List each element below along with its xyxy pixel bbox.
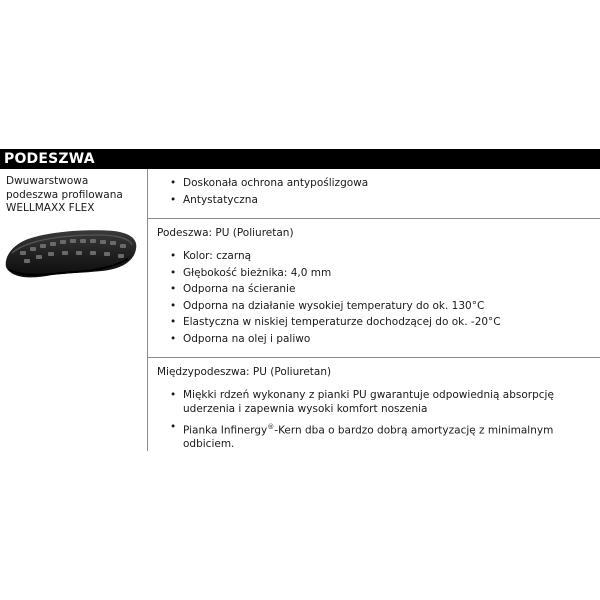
bullet-icon: • <box>170 332 177 345</box>
left-column <box>0 169 147 451</box>
midsole-title: Międzypodeszwa: PU (Poliuretan) <box>157 366 332 378</box>
bullet-icon: • <box>170 316 177 328</box>
list-item <box>148 389 600 416</box>
section-properties-general <box>148 169 600 218</box>
sole-description-line: podeszwa profilowana <box>6 188 123 201</box>
list-item <box>148 177 600 191</box>
general-properties-list <box>148 177 600 207</box>
sole-description-line: Dwuwarstwowa <box>6 175 89 187</box>
list-item <box>148 194 600 208</box>
list-item <box>148 316 600 330</box>
list-item-text: Elastyczna w niskiej temperaturze dochodzącej do ok. -20°C <box>183 316 501 328</box>
list-item <box>148 300 600 314</box>
outsole-properties-list <box>148 250 600 346</box>
sole-description <box>6 175 146 216</box>
list-item-text: Doskonała ochrona antypoślizgowa <box>183 177 369 189</box>
bullet-icon: • <box>170 193 177 206</box>
bullet-icon: • <box>170 421 177 433</box>
section-outsole <box>148 219 600 357</box>
bullet-icon: • <box>170 177 177 189</box>
bullet-icon: • <box>170 283 177 295</box>
sole-description-line: WELLMAXX FLEX <box>6 202 95 214</box>
bullet-icon: • <box>170 250 177 262</box>
outsole-title: Podeszwa: PU (Poliuretan) <box>157 227 294 239</box>
list-item <box>148 267 600 281</box>
shoe-sole-image <box>2 227 142 287</box>
list-item <box>148 283 600 297</box>
section-header-bar <box>0 149 600 169</box>
list-item-text: Kolor: czarną <box>183 250 252 262</box>
list-item <box>148 250 600 264</box>
midsole-properties-list <box>148 389 600 452</box>
list-item-text: Głębokość bieżnika: 4,0 mm <box>183 266 332 279</box>
section-header-title: PODESZWA <box>4 151 95 167</box>
bullet-icon: • <box>170 389 177 401</box>
list-item-text: Odporna na ścieranie <box>183 283 296 295</box>
list-item-text: Odporna na działanie wysokiej temperatury do ok. 130°C <box>183 299 485 312</box>
section-midsole <box>148 358 600 451</box>
bullet-icon: • <box>170 299 177 312</box>
registered-mark: ® <box>267 423 275 431</box>
list-item-text: Pianka Infinergy <box>183 424 268 437</box>
list-item-text: Antystatyczna <box>183 193 258 206</box>
list-item <box>148 421 600 452</box>
list-item <box>148 333 600 347</box>
list-item-text: Miękki rdzeń wykonany z pianki PU gwarantuje odpowiednią absorpcję uderzenia i zapewnia wysoki komfort noszenia <box>183 389 554 415</box>
bullet-icon: • <box>170 266 177 279</box>
list-item-text: -Kern dba o bardzo dobrą amortyzację z minimalnym odbiciem. <box>183 424 554 450</box>
list-item-text: Odporna na olej i paliwo <box>183 332 311 345</box>
